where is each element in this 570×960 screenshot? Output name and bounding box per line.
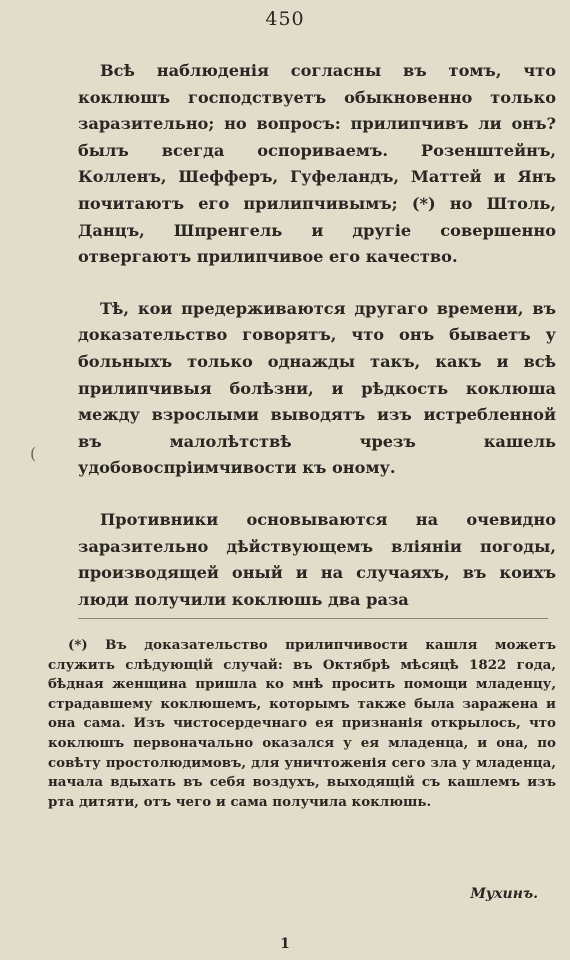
footnote-divider <box>78 618 548 619</box>
paragraph-3: Противники основываются на очевидно заразительно дѣйствующемъ вліяніи погоды, производящей оный и на случаяхъ, въ коихъ люди получили коклюшь два раза <box>78 509 556 609</box>
paragraph-2: Тѣ, кои предерживаются другаго времени, въ доказательство говорятъ, что онъ бываетъ у больныхъ только однажды такъ, какъ и всѣ прилипчивыя болѣзни, и рѣдкость коклюша между взрослыми выводятъ изъ истребленной въ малолѣтствѣ чрезъ кашель удобовоспріимчивости къ оному. <box>78 298 556 478</box>
signature-mark: 1 <box>280 936 290 952</box>
footnote: (*) Въ доказательство прилипчивости кашля можетъ служить слѣдующій случай: въ Октябрѣ мѣсяцѣ 1822 года, бѣдная женщина пришла ко мнѣ просить помощи младенцу, страдавшему коклюшемъ, которымъ также была заражена и она сама. Изъ чистосердечнаго ея признанія открылось, что коклюшъ первоначально оказался у ея младенца, и она, по совѣту простолюдимовъ, для уничтоженія сего зла у младенца, начала вдыхать въ себя воздухъ, выходящій съ кашлемъ изъ рта дитяти, отъ чего и сама получила коклюшь. <box>48 637 556 810</box>
margin-mark: ( <box>30 444 37 463</box>
footnote-signature: Мухинъ. <box>470 886 538 902</box>
paragraph-1: Всѣ наблюденія согласны въ томъ, что коклюшъ господствуетъ обыкновенно только заразительно; но вопросъ: прилипчивъ ли онъ? былъ всегда оспориваемъ. Розенштейнъ, Колленъ, Шефферъ, Гуфеландъ, Маттей и Янъ почитаютъ его прилипчивымъ; (*) но Штоль, Данцъ, Шпренгель и другіе совершенно отвергаютъ прилипчивое его качество. <box>78 61 556 267</box>
body-text <box>78 58 556 613</box>
page-number: 450 <box>265 8 305 30</box>
